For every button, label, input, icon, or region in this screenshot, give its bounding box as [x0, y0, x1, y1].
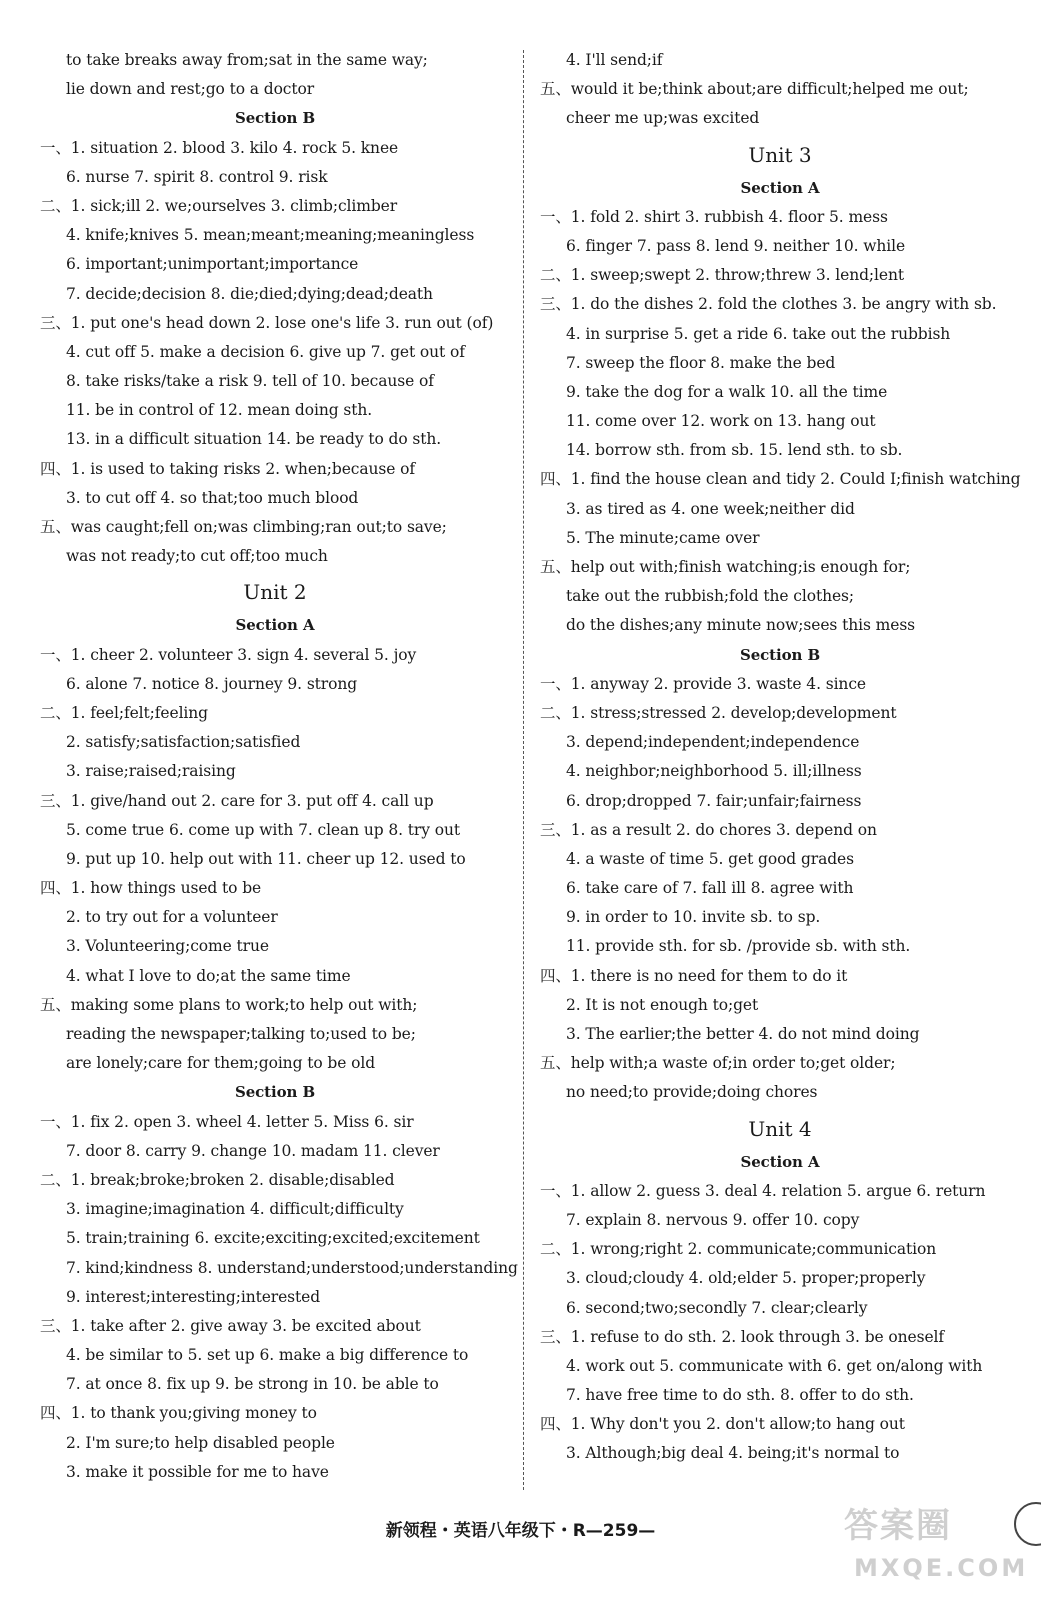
- section-heading: Section B: [739, 645, 821, 664]
- answer-line: 三、1. refuse to do sth. 2. look through 3. be oneself: [540, 1327, 945, 1346]
- section-heading: Section A: [235, 616, 315, 635]
- answer-line: 2. satisfy;satisfaction;satisfied: [66, 733, 301, 752]
- watermark-text: 答案圈: [844, 1506, 952, 1546]
- answer-line: 一、1. cheer 2. volunteer 3. sign 4. several 5. joy: [40, 645, 417, 664]
- answer-line: 5. The minute;came over: [566, 528, 760, 547]
- answer-line: 四、1. is used to taking risks 2. when;because of: [40, 459, 416, 478]
- watermark-logo: [840, 1496, 1040, 1600]
- answer-line: take out the rubbish;fold the clothes;: [566, 587, 855, 606]
- answer-line: 2. to try out for a volunteer: [66, 908, 278, 927]
- answer-line: 3. raise;raised;raising: [66, 762, 236, 781]
- answer-line: 四、1. there is no need for them to do it: [540, 966, 848, 985]
- answer-line: 4. cut off 5. make a decision 6. give up 7. get out of: [66, 342, 465, 361]
- answer-line: 9. put up 10. help out with 11. cheer up 12. used to: [66, 849, 466, 868]
- answer-line: cheer me up;was excited: [566, 109, 760, 128]
- left-column: [40, 46, 518, 1487]
- answer-line: 3. to cut off 4. so that;too much blood: [66, 488, 359, 507]
- answer-line: 14. borrow sth. from sb. 15. lend sth. to sb.: [566, 441, 903, 460]
- answer-line: 一、1. fold 2. shirt 3. rubbish 4. floor 5. mess: [540, 207, 888, 226]
- section-heading: Section B: [234, 1083, 316, 1102]
- answer-line: to take breaks away from;sat in the same way;: [66, 51, 428, 69]
- answer-line: 四、1. to thank you;giving money to: [40, 1404, 317, 1423]
- section-heading: Section B: [234, 109, 316, 128]
- answer-line: 7. kind;kindness 8. understand;understood;understanding: [66, 1258, 518, 1277]
- answer-line: 6. take care of 7. fall ill 8. agree with: [566, 879, 854, 898]
- answer-line: 三、1. do the dishes 2. fold the clothes 3. be angry with sb.: [540, 295, 997, 314]
- answer-line: 3. The earlier;the better 4. do not mind doing: [566, 1025, 920, 1043]
- section-heading: Section A: [740, 178, 820, 197]
- answer-line: 三、1. put one's head down 2. lose one's life 3. run out (of): [40, 313, 494, 332]
- answer-line: 二、1. break;broke;broken 2. disable;disabled: [40, 1170, 395, 1189]
- answer-line: 9. take the dog for a walk 10. all the time: [566, 382, 888, 401]
- answer-line: 五、help out with;finish watching;is enough for;: [540, 558, 911, 576]
- section-heading: Section A: [740, 1152, 820, 1171]
- answer-line: 8. take risks/take a risk 9. tell of 10. because of: [66, 372, 434, 391]
- answer-line: 3. depend;independent;independence: [566, 733, 860, 752]
- answer-line: 二、1. feel;felt;feeling: [40, 703, 208, 722]
- answer-line: 11. be in control of 12. mean doing sth.: [66, 401, 373, 420]
- answer-line: no need;to provide;doing chores: [566, 1083, 818, 1102]
- answer-line: 四、1. find the house clean and tidy 2. Could I;finish watching: [540, 470, 1021, 489]
- answer-line: 一、1. allow 2. guess 3. deal 4. relation 5. argue 6. return: [540, 1181, 986, 1200]
- answer-line: 二、1. sick;ill 2. we;ourselves 3. climb;climber: [40, 196, 398, 215]
- answer-line: 三、1. give/hand out 2. care for 3. put off 4. call up: [40, 791, 434, 810]
- right-column: [540, 46, 1020, 1469]
- answer-line: 4. what I love to do;at the same time: [66, 966, 351, 985]
- answer-line: 6. nurse 7. spirit 8. control 9. risk: [66, 167, 328, 186]
- answer-line: 五、would it be;think about;are difficult;helped me out;: [540, 80, 969, 99]
- answer-line: 二、1. sweep;swept 2. throw;threw 3. lend;lent: [540, 266, 904, 285]
- answer-line: 7. at once 8. fix up 9. be strong in 10. be able to: [66, 1375, 439, 1394]
- answer-line: 9. in order to 10. invite sb. to sp.: [566, 908, 821, 927]
- answer-line: 3. Although;big deal 4. being;it's normal to: [566, 1444, 900, 1463]
- answer-line: 3. Volunteering;come true: [66, 937, 269, 956]
- unit-title: Unit 2: [243, 580, 307, 605]
- answer-line: do the dishes;any minute now;sees this mess: [566, 616, 916, 635]
- answer-line: 6. second;two;secondly 7. clear;clearly: [566, 1298, 868, 1317]
- answer-line: 四、1. Why don't you 2. don't allow;to hang out: [540, 1415, 905, 1434]
- answer-line: reading the newspaper;talking to;used to be;: [66, 1025, 416, 1043]
- answer-line: are lonely;care for them;going to be old: [66, 1054, 376, 1073]
- answer-line: 三、1. as a result 2. do chores 3. depend on: [540, 820, 877, 839]
- answer-line: 6. important;unimportant;importance: [66, 255, 359, 274]
- answer-line: 4. a waste of time 5. get good grades: [566, 849, 854, 868]
- answer-line: 五、was caught;fell on;was climbing;ran out;to save;: [40, 518, 447, 536]
- answer-line: 四、1. how things used to be: [40, 879, 262, 898]
- unit-title: Unit 4: [748, 1116, 812, 1141]
- answer-line: 4. neighbor;neighborhood 5. ill;illness: [566, 762, 862, 781]
- column-divider: [523, 50, 524, 1490]
- answer-line: 二、1. wrong;right 2. communicate;communication: [540, 1240, 937, 1259]
- answer-line: 11. provide sth. for sb. /provide sb. with sth.: [566, 937, 911, 956]
- answer-line: lie down and rest;go to a doctor: [66, 80, 315, 99]
- answer-line: 一、1. anyway 2. provide 3. waste 4. since: [540, 674, 866, 693]
- answer-line: 7. decide;decision 8. die;died;dying;dead;death: [66, 284, 433, 303]
- answer-line: 5. train;training 6. excite;exciting;excited;excitement: [66, 1229, 480, 1248]
- answer-line: 二、1. stress;stressed 2. develop;development: [540, 703, 897, 722]
- answer-line: 一、1. fix 2. open 3. wheel 4. letter 5. Miss 6. sir: [40, 1112, 414, 1131]
- answer-line: 6. drop;dropped 7. fair;unfair;fairness: [566, 791, 862, 810]
- answer-line: 7. door 8. carry 9. change 10. madam 11. clever: [66, 1141, 440, 1160]
- answer-line: 5. come true 6. come up with 7. clean up 8. try out: [66, 820, 460, 839]
- answer-line: 6. alone 7. notice 8. journey 9. strong: [66, 674, 358, 693]
- answer-line: 11. come over 12. work on 13. hang out: [566, 412, 876, 431]
- answer-line: 3. as tired as 4. one week;neither did: [566, 499, 855, 518]
- answer-line: 4. work out 5. communicate with 6. get on/along with: [566, 1356, 983, 1375]
- answer-line: 4. in surprise 5. get a ride 6. take out the rubbish: [566, 324, 951, 343]
- unit-title: Unit 3: [748, 142, 812, 167]
- answer-line: 3. cloud;cloudy 4. old;elder 5. proper;properly: [566, 1269, 926, 1288]
- answer-line: 五、help with;a waste of;in order to;get older;: [540, 1054, 896, 1073]
- answer-line: 4. be similar to 5. set up 6. make a big difference to: [66, 1346, 469, 1365]
- answer-line: 五、making some plans to work;to help out with;: [40, 995, 418, 1014]
- answer-line: 13. in a difficult situation 14. be ready to do sth.: [66, 430, 442, 449]
- answer-line: 7. sweep the floor 8. make the bed: [566, 353, 836, 372]
- answer-line: 7. have free time to do sth. 8. offer to do sth.: [566, 1386, 914, 1405]
- answer-line: 一、1. situation 2. blood 3. kilo 4. rock 5. knee: [40, 138, 399, 157]
- watermark-url: MXQE.COM: [854, 1554, 1029, 1582]
- answer-line: 7. explain 8. nervous 9. offer 10. copy: [566, 1210, 860, 1229]
- answer-line: was not ready;to cut off;too much: [66, 547, 328, 566]
- answer-line: 4. knife;knives 5. mean;meant;meaning;meaningless: [66, 226, 475, 245]
- answer-line: 2. I'm sure;to help disabled people: [66, 1433, 335, 1452]
- page-footer: 新领程・英语八年级下・R—259—: [385, 1521, 656, 1541]
- answer-line: 3. make it possible for me to have: [66, 1462, 329, 1481]
- answer-line: 6. finger 7. pass 8. lend 9. neither 10. while: [566, 236, 906, 255]
- answer-line: 4. I'll send;if: [566, 51, 663, 69]
- answer-line: 3. imagine;imagination 4. difficult;difficulty: [66, 1200, 404, 1219]
- answer-line: 2. It is not enough to;get: [566, 995, 759, 1014]
- answer-line: 三、1. take after 2. give away 3. be excited about: [40, 1316, 421, 1335]
- answer-line: 9. interest;interesting;interested: [66, 1287, 321, 1306]
